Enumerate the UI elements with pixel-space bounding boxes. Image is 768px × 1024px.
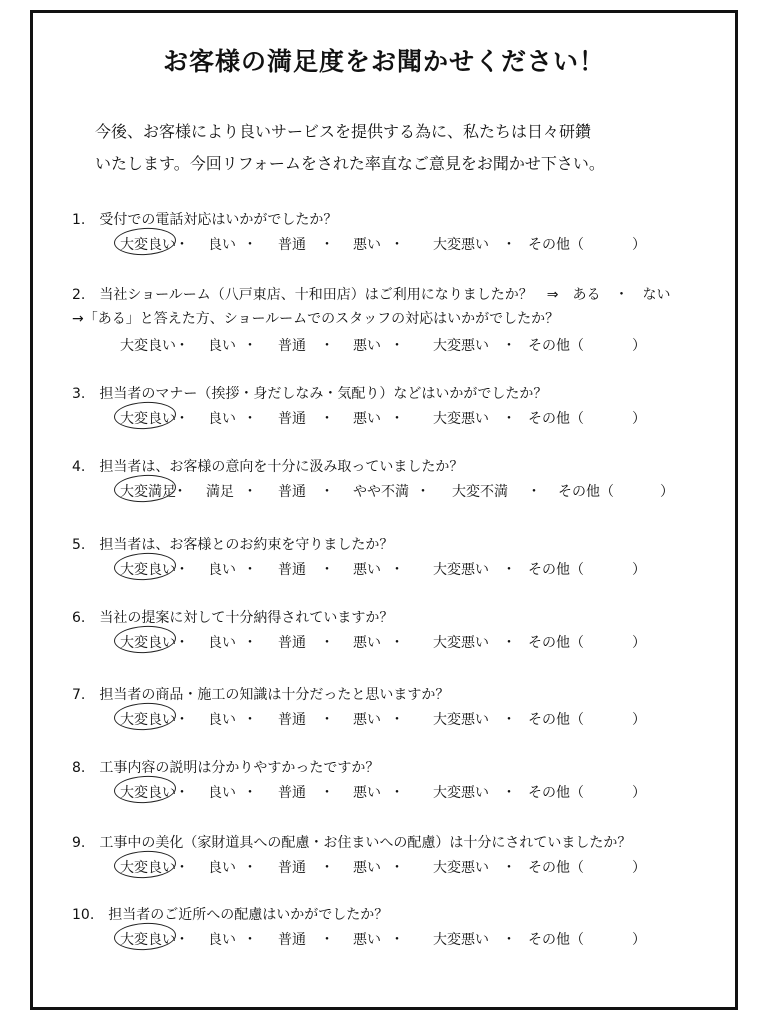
separator-dot: ・ [243, 932, 257, 948]
answer-option[interactable]: 悪い [353, 635, 381, 651]
answer-option[interactable]: 良い [208, 860, 236, 876]
answer-option[interactable]: その他（ [558, 484, 614, 500]
separator-dot: ・ [390, 411, 404, 427]
intro-text [95, 116, 695, 180]
separator-dot: ・ [390, 338, 404, 354]
answer-option[interactable]: 大変悪い [433, 932, 489, 948]
separator-dot: ・ [502, 712, 516, 728]
separator-dot: ・ [175, 562, 189, 578]
question-text: 3. 担当者のマナー（挨拶・身だしなみ・気配り）などはいかがでしたか？ [72, 386, 548, 402]
answer-option[interactable]: 大変良い [120, 338, 176, 354]
question-2 [72, 283, 671, 331]
other-close-paren: ） [632, 237, 646, 253]
separator-dot: ・ [502, 338, 516, 354]
separator-dot: ・ [502, 635, 516, 651]
answer-option[interactable]: その他（ [528, 338, 584, 354]
answer-option[interactable]: 普通 [278, 785, 306, 801]
question-text: 6. 当社の提案に対して十分納得されていますか？ [72, 610, 394, 626]
intro-line-2: いたします。今回リフォームをされた率直なご意見をお聞かせ下さい。 [95, 154, 605, 173]
answer-option[interactable]: 大変悪い [433, 237, 489, 253]
separator-dot: ・ [175, 635, 189, 651]
separator-dot: ・ [416, 484, 430, 500]
answer-option[interactable]: その他（ [528, 932, 584, 948]
answer-option[interactable]: 悪い [353, 932, 381, 948]
answer-option[interactable]: 大変悪い [433, 338, 489, 354]
question-7 [72, 683, 449, 707]
answer-option[interactable]: 大変悪い [433, 411, 489, 427]
answer-option[interactable]: 普通 [278, 932, 306, 948]
answer-option[interactable]: 普通 [278, 635, 306, 651]
answer-option[interactable]: 悪い [353, 338, 381, 354]
answer-option[interactable]: 悪い [353, 411, 381, 427]
separator-dot: ・ [320, 411, 334, 427]
separator-dot: ・ [243, 712, 257, 728]
answer-option[interactable]: 大変良い [120, 708, 176, 732]
answer-option[interactable]: 普通 [278, 860, 306, 876]
other-close-paren: ） [632, 562, 646, 578]
answer-option[interactable]: 大変満足 [120, 480, 176, 504]
other-close-paren: ） [632, 932, 646, 948]
answer-option[interactable]: 大変悪い [433, 712, 489, 728]
answer-option[interactable]: 大変悪い [433, 785, 489, 801]
separator-dot: ・ [502, 860, 516, 876]
other-close-paren: ） [632, 860, 646, 876]
separator-dot: ・ [243, 338, 257, 354]
separator-dot: ・ [502, 785, 516, 801]
separator-dot: ・ [175, 860, 189, 876]
separator-dot: ・ [390, 635, 404, 651]
separator-dot: ・ [320, 237, 334, 253]
separator-dot: ・ [320, 860, 334, 876]
answer-option[interactable]: 大変良い [120, 856, 176, 880]
other-close-paren: ） [660, 484, 674, 500]
other-close-paren: ） [632, 785, 646, 801]
question-subtext: →「ある」と答えた方、ショールームでのスタッフの対応はいかがでしたか？ [72, 311, 560, 327]
answer-option[interactable]: 大変良い [120, 781, 176, 805]
separator-dot: ・ [175, 932, 189, 948]
separator-dot: ・ [175, 237, 189, 253]
answer-option[interactable]: 大変良い [120, 631, 176, 655]
answer-option[interactable]: 悪い [353, 712, 381, 728]
separator-dot: ・ [243, 860, 257, 876]
answer-option[interactable]: 大変良い [120, 558, 176, 582]
answer-option[interactable]: 大変不満 [452, 484, 508, 500]
question-1 [72, 208, 337, 232]
other-close-paren: ） [632, 712, 646, 728]
answer-option[interactable]: 悪い [353, 562, 381, 578]
separator-dot: ・ [243, 411, 257, 427]
answer-option[interactable]: 良い [208, 785, 236, 801]
question-5 [72, 533, 393, 557]
separator-dot: ・ [175, 785, 189, 801]
question-text: 10. 担当者のご近所への配慮はいかがでしたか？ [72, 907, 389, 923]
answer-option[interactable]: その他（ [528, 411, 584, 427]
answer-option[interactable]: 良い [208, 338, 236, 354]
separator-dot: ・ [320, 338, 334, 354]
answer-option[interactable]: 良い [208, 237, 236, 253]
separator-dot: ・ [527, 484, 541, 500]
separator-dot: ・ [502, 411, 516, 427]
separator-dot: ・ [243, 635, 257, 651]
separator-dot: ・ [502, 932, 516, 948]
answer-option[interactable]: 悪い [353, 237, 381, 253]
answer-option[interactable]: その他（ [528, 562, 584, 578]
question-6 [72, 606, 393, 630]
separator-dot: ・ [390, 712, 404, 728]
question-text: 9. 工事中の美化（家財道具への配慮・お住まいへの配慮）は十分にされていましたか？ [72, 835, 632, 851]
separator-dot: ・ [502, 237, 516, 253]
answer-option[interactable]: 良い [208, 712, 236, 728]
question-10 [72, 903, 388, 927]
answer-option[interactable]: その他（ [528, 237, 584, 253]
answer-option[interactable]: その他（ [528, 860, 584, 876]
answer-option[interactable]: 大変良い [120, 407, 176, 431]
answer-option[interactable]: その他（ [528, 712, 584, 728]
separator-dot: ・ [390, 237, 404, 253]
separator-dot: ・ [320, 562, 334, 578]
page-title: お客様の満足度をお聞かせください！ [162, 47, 605, 76]
answer-option[interactable]: 大変良い [120, 928, 176, 952]
separator-dot: ・ [320, 932, 334, 948]
other-close-paren: ） [632, 338, 646, 354]
answer-option[interactable]: 普通 [278, 237, 306, 253]
separator-dot: ・ [243, 484, 257, 500]
answer-option[interactable]: 悪い [353, 860, 381, 876]
separator-dot: ・ [173, 484, 187, 500]
answer-option[interactable]: その他（ [528, 785, 584, 801]
answer-option[interactable]: 良い [208, 635, 236, 651]
answer-option[interactable]: 良い [208, 411, 236, 427]
separator-dot: ・ [175, 411, 189, 427]
answer-option[interactable]: 普通 [278, 712, 306, 728]
separator-dot: ・ [390, 932, 404, 948]
separator-dot: ・ [320, 635, 334, 651]
question-8 [72, 756, 379, 780]
answer-option[interactable]: 普通 [278, 484, 306, 500]
question-4 [72, 455, 463, 479]
answer-option[interactable]: 普通 [278, 562, 306, 578]
answer-option[interactable]: 大変良い [120, 233, 176, 257]
separator-dot: ・ [390, 860, 404, 876]
separator-dot: ・ [175, 712, 189, 728]
answer-option[interactable]: 大変悪い [433, 562, 489, 578]
question-text: 5. 担当者は、お客様とのお約束を守りましたか？ [72, 537, 394, 553]
answer-option[interactable]: 満足 [206, 484, 234, 500]
answer-option[interactable]: 大変悪い [433, 635, 489, 651]
separator-dot: ・ [320, 484, 334, 500]
question-text: 7. 担当者の商品・施工の知識は十分だったと思いますか？ [72, 687, 450, 703]
answer-option[interactable]: 悪い [353, 785, 381, 801]
separator-dot: ・ [390, 562, 404, 578]
separator-dot: ・ [390, 785, 404, 801]
answer-option[interactable]: 良い [208, 562, 236, 578]
answer-option[interactable]: やや不満 [353, 484, 409, 500]
other-close-paren: ） [632, 635, 646, 651]
question-text: 8. 工事内容の説明は分かりやすかったですか？ [72, 760, 380, 776]
question-text: 1. 受付での電話対応はいかがでしたか？ [72, 212, 338, 228]
separator-dot: ・ [502, 562, 516, 578]
other-close-paren: ） [632, 411, 646, 427]
separator-dot: ・ [320, 785, 334, 801]
answer-option[interactable]: 良い [208, 932, 236, 948]
question-text: 2. 当社ショールーム（八戸東店、十和田店）はご利用になりましたか？ ⇒ ある ・ ない [72, 287, 671, 303]
separator-dot: ・ [243, 785, 257, 801]
answer-option[interactable]: 大変悪い [433, 860, 489, 876]
answer-option[interactable]: その他（ [528, 635, 584, 651]
answer-option[interactable]: 普通 [278, 411, 306, 427]
separator-dot: ・ [243, 562, 257, 578]
separator-dot: ・ [175, 338, 189, 354]
answer-option[interactable]: 普通 [278, 338, 306, 354]
intro-line-1: 今後、お客様により良いサービスを提供する為に、私たちは日々研鑽 [95, 122, 592, 141]
question-text: 4. 担当者は、お客様の意向を十分に汲み取っていましたか？ [72, 459, 464, 475]
separator-dot: ・ [243, 237, 257, 253]
separator-dot: ・ [320, 712, 334, 728]
